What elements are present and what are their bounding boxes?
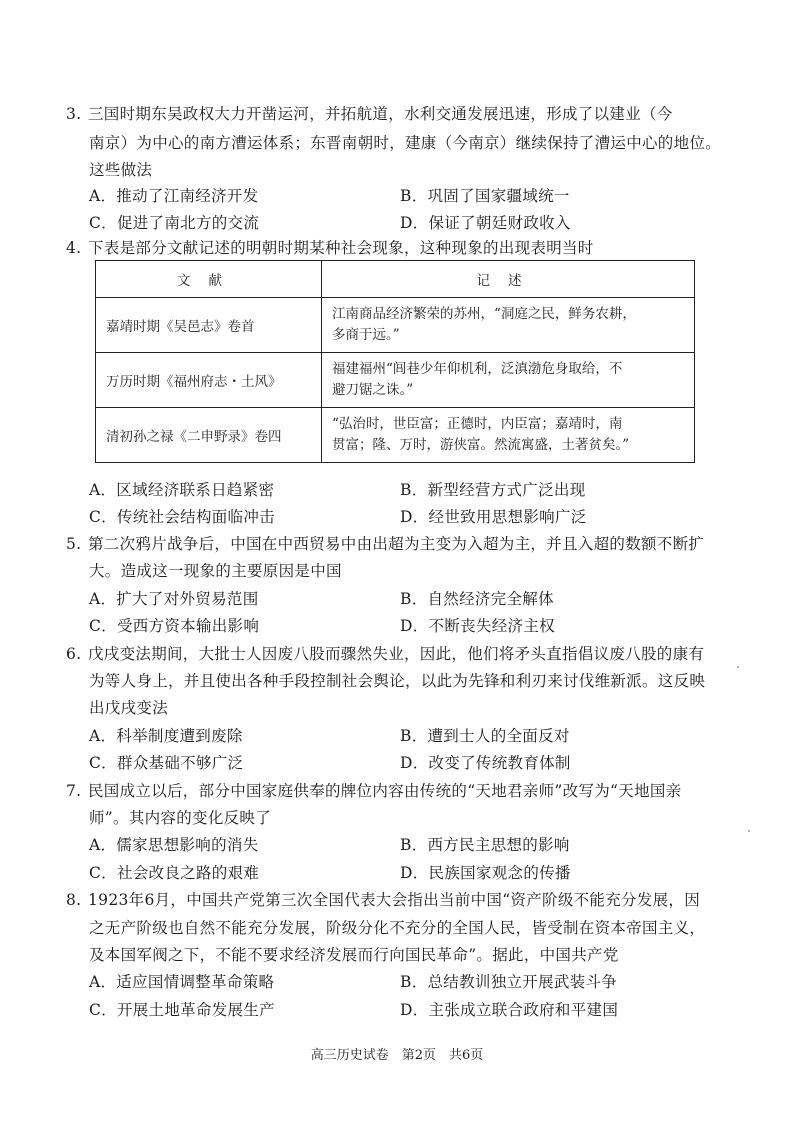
table-row bbox=[96, 298, 695, 353]
q7-line2: 师”。其内容的变化反映了 bbox=[89, 809, 272, 827]
q7-option-a[interactable]: A．儒家思想影响的消失 bbox=[89, 836, 259, 854]
q4-option-a[interactable]: A．区域经济联系日趋紧密 bbox=[89, 481, 275, 499]
q3-line1 bbox=[66, 102, 673, 124]
q4-row2-record bbox=[322, 353, 695, 408]
q4-row1-record bbox=[322, 298, 695, 353]
q4-table-header-row bbox=[96, 261, 695, 298]
page-footer: 高三历史试卷 第2页 共6页 bbox=[310, 1048, 484, 1063]
q4-row2-source: 万历时期《福州府志・土风》 bbox=[96, 353, 322, 408]
q5-text-1: 第二次鸦片战争后，中国在中西贸易中由出超为主变为入超为主，并且入超的数额不断扩 bbox=[88, 535, 705, 553]
q3-line2: 南京）为中心的南方漕运体系；东晋南朝时，建康（今南京）继续保持了漕运中心的地位。 bbox=[89, 134, 722, 152]
q5-number: 5. bbox=[66, 535, 82, 553]
q6-option-d[interactable]: D．改变了传统教育体制 bbox=[400, 754, 571, 772]
q5-option-c[interactable]: C．受西方资本输出影响 bbox=[89, 617, 260, 635]
q8-line2: 之无产阶级也自然不能充分发展，阶级分化不充分的全国人民，皆受制在资本帝国主义， bbox=[89, 919, 706, 937]
q4-text-1: 下表是部分文献记述的明朝时期某种社会现象，这种现象的出现表明当时 bbox=[88, 239, 594, 257]
q7-option-b[interactable]: B．西方民主思想的影响 bbox=[400, 836, 570, 854]
q3-option-b[interactable]: B．巩固了国家疆域统一 bbox=[400, 187, 570, 205]
q8-line1 bbox=[66, 888, 700, 910]
q8-line3: 及本国军阀之下，不能不要求经济发展而行向国民革命”。据此，中国共产党 bbox=[89, 946, 619, 964]
q4-line1 bbox=[66, 236, 594, 258]
q6-line3: 出戊戌变法 bbox=[89, 699, 169, 717]
q4-row2-record-line2: 避刀锯之诛。” bbox=[332, 382, 414, 398]
q8-number: 8. bbox=[66, 891, 82, 909]
q6-option-a[interactable]: A．科举制度遭到废除 bbox=[89, 727, 243, 745]
q7-line1 bbox=[66, 779, 681, 801]
q4-option-c[interactable]: C．传统社会结构面临冲击 bbox=[89, 508, 275, 526]
q7-option-d[interactable]: D．民族国家观念的传播 bbox=[400, 864, 571, 882]
q5-option-d[interactable]: D．不断丧失经济主权 bbox=[400, 617, 555, 635]
q8-option-c[interactable]: C．开展土地革命发展生产 bbox=[89, 1001, 275, 1019]
q5-line2: 大。造成这一现象的主要原因是中国 bbox=[89, 562, 342, 580]
q6-option-c[interactable]: C．群众基础不够广泛 bbox=[89, 754, 244, 772]
scan-speck bbox=[748, 830, 750, 832]
q3-option-c[interactable]: C．促进了南北方的交流 bbox=[89, 214, 260, 232]
q7-number: 7. bbox=[66, 782, 82, 800]
q4-row3-record bbox=[322, 408, 695, 463]
q3-option-a[interactable]: A．推动了江南经济开发 bbox=[89, 187, 259, 205]
table-row bbox=[96, 408, 695, 463]
q5-option-a[interactable]: A．扩大了对外贸易范围 bbox=[89, 590, 259, 608]
q3-option-d[interactable]: D．保证了朝廷财政收入 bbox=[400, 214, 571, 232]
q8-option-d[interactable]: D．主张成立联合政府和平建国 bbox=[400, 1001, 619, 1019]
q4-row2-record-line1: 福建福州“闾巷少年仰机利，泛滇渤危身取给，不 bbox=[332, 361, 623, 377]
q4-option-d[interactable]: D．经世致用思想影响广泛 bbox=[400, 508, 587, 526]
table-row bbox=[96, 353, 695, 408]
q7-text-1: 民国成立以后，部分中国家庭供奉的牌位内容由传统的“天地君亲师”改写为“天地国亲 bbox=[88, 782, 682, 800]
q3-line3: 这些做法 bbox=[89, 161, 153, 179]
q6-line1 bbox=[66, 642, 704, 664]
q6-number: 6. bbox=[66, 645, 82, 663]
q8-option-b[interactable]: B．总结教训独立开展武装斗争 bbox=[400, 973, 618, 991]
q4-table-header-source: 文献 bbox=[96, 261, 322, 298]
q8-option-a[interactable]: A．适应国情调整革命策略 bbox=[89, 973, 275, 991]
q5-line1 bbox=[66, 532, 704, 554]
q5-option-b[interactable]: B．自然经济完全解体 bbox=[400, 590, 554, 608]
q6-text-1: 戊戌变法期间，大批士人因废八股而骤然失业，因此，他们将矛头直指倡议废八股的康有 bbox=[88, 645, 705, 663]
q4-row3-record-line2: 贯富；隆、万时，游侠富。然流寓盛，土著贫矣。” bbox=[332, 437, 630, 453]
q8-text-1: 1923年6月，中国共产党第三次全国代表大会指出当前中国“资产阶级不能充分发展，因 bbox=[88, 891, 701, 909]
q4-row1-record-line1: 江南商品经济繁荣的苏州，“洞庭之民，鲜务农耕， bbox=[332, 306, 636, 322]
q4-row3-record-line1: “弘治时，世臣富；正德时，内臣富；嘉靖时，南 bbox=[332, 416, 623, 432]
q4-number: 4. bbox=[66, 239, 82, 257]
q3-number: 3. bbox=[66, 105, 82, 123]
q4-row1-source: 嘉靖时期《吴邑志》卷首 bbox=[96, 298, 322, 353]
scan-speck bbox=[737, 666, 739, 668]
q4-table-header-record: 记述 bbox=[322, 261, 695, 298]
q4-row3-source: 清初孙之禄《二申野录》卷四 bbox=[96, 408, 322, 463]
q6-option-b[interactable]: B．遭到士人的全面反对 bbox=[400, 727, 570, 745]
q6-line2: 为等人身上，并且使出各种手段控制社会舆论，以此为先锋和利刃来讨伐维新派。这反映 bbox=[89, 672, 706, 690]
q4-option-b[interactable]: B．新型经营方式广泛出现 bbox=[400, 481, 586, 499]
q3-text-1: 三国时期东吴政权大力开凿运河，并拓航道，水利交通发展迅速，形成了以建业（今 bbox=[88, 105, 673, 123]
q4-table bbox=[95, 260, 695, 463]
q7-option-c[interactable]: C．社会改良之路的艰难 bbox=[89, 864, 260, 882]
q4-row1-record-line2: 多商于远。” bbox=[332, 327, 400, 343]
